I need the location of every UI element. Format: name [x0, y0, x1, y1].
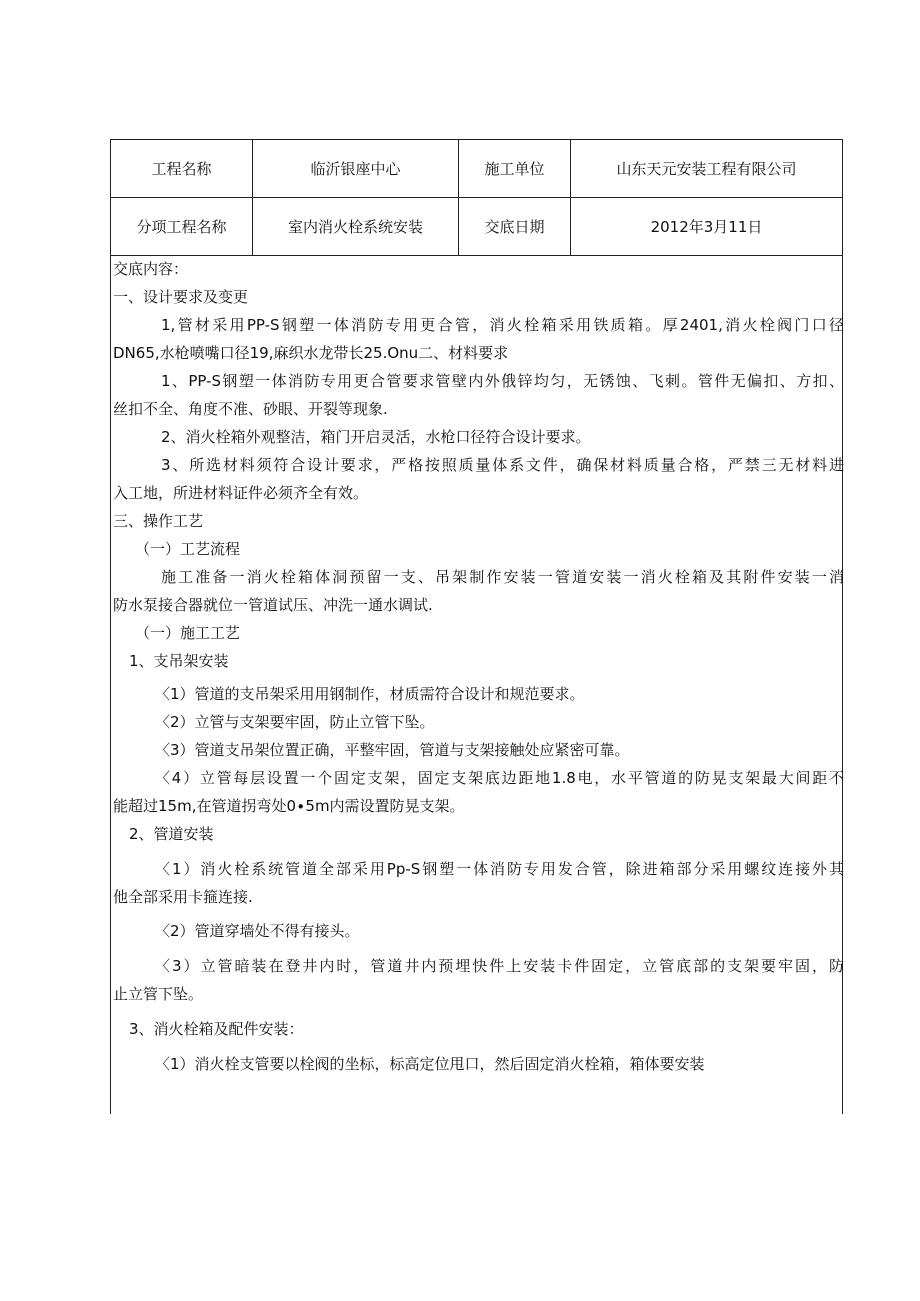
- project-name-value: 临沂银座中心: [253, 140, 459, 198]
- project-name-label: 工程名称: [111, 140, 253, 198]
- paragraph-line: 〈4）立管每层设置一个固定支架，固定支架底边距地1.8电，水平管道的防晃支架最大间距不: [155, 769, 844, 787]
- item-heading: 1、支吊架安装: [129, 652, 229, 670]
- disclosure-date-value: 2012年3月11日: [571, 198, 843, 256]
- item-heading: 2、管道安装: [129, 825, 214, 843]
- paragraph-line: 止立管下坠。: [113, 985, 204, 1003]
- paragraph-line: 防水泵接合器就位一管道试压、冲洗一通水调试.: [113, 596, 433, 614]
- paragraph-line: 〈1）消火栓支管要以栓阀的坐标，标高定位甩口，然后固定消火栓箱，箱体要安装: [155, 1055, 705, 1073]
- paragraph-line: 〈2）管道穿墙处不得有接头。: [155, 922, 360, 940]
- paragraph-line: DN65,水枪喷嘴口径19,麻织水龙带长25.Onu二、材料要求: [113, 344, 509, 362]
- paragraph-line: 1,管材采用PP-S钢塑一体消防专用更合管，消火栓箱采用铁质箱。厚2401,消火栓阀门口径: [161, 316, 844, 334]
- disclosure-date-label: 交底日期: [459, 198, 571, 256]
- paragraph-line: 2、消火栓箱外观整洁，箱门开启灵活，水枪口径符合设计要求。: [161, 428, 591, 446]
- section-heading: 一、设计要求及变更: [113, 288, 249, 306]
- paragraph-line: 〈1）管道的支吊架采用用钢制作，材质需符合设计和规范要求。: [155, 685, 585, 703]
- subproject-name-value: 室内消火栓系统安装: [253, 198, 459, 256]
- project-info-row: [111, 140, 842, 198]
- construction-unit-value: 山东天元安装工程有限公司: [571, 140, 843, 198]
- paragraph-line: 3、所选材料须符合设计要求，严格按照质量体系文件，确保材料质量合格，严禁三无材料进: [161, 456, 844, 474]
- subsection-heading: （一）工艺流程: [135, 540, 241, 558]
- paragraph-line: 〈2）立管与支架要牢固，防止立管下坠。: [155, 713, 435, 731]
- subsection-heading: （一）施工工艺: [135, 624, 241, 642]
- subproject-name-label: 分项工程名称: [111, 198, 253, 256]
- subproject-info-row: [111, 198, 842, 256]
- section-heading: 三、操作工艺: [113, 512, 204, 530]
- paragraph-line: 施工准备一消火栓箱体洞预留一支、吊架制作安装一管道安装一消火栓箱及其附件安装一消: [161, 568, 844, 586]
- paragraph-line: 〈3）管道支吊架位置正确，平整牢固，管道与支架接触处应紧密可靠。: [155, 741, 630, 759]
- item-heading: 3、消火栓箱及配件安装：: [129, 1020, 304, 1038]
- paragraph-line: 他全部采用卡箍连接.: [113, 888, 253, 906]
- disclosure-sheet: [110, 139, 843, 1114]
- construction-unit-label: 施工单位: [459, 140, 571, 198]
- paragraph-line: 1、PP-S钢塑一体消防专用更合管要求管壁内外俄锌均匀，无锈蚀、飞刺。管件无偏扣、方扣、: [161, 372, 844, 390]
- project-info-table: [111, 140, 842, 256]
- paragraph-line: 〈3）立管暗装在登井内时，管道井内预埋快件上安装卡件固定，立管底部的支架要牢固，防: [155, 957, 844, 975]
- paragraph-line: 丝扣不全、角度不准、砂眼、开裂等现象.: [113, 400, 388, 418]
- paragraph-line: 能超过15m,在管道拐弯处0∙5m内需设置防晃支架。: [113, 797, 465, 815]
- paragraph-line: 入工地，所进材料证件必须齐全有效。: [113, 484, 369, 502]
- content-heading: 交底内容：: [113, 260, 189, 278]
- paragraph-line: 〈1）消火栓系统管道全部采用Pp-S钢塑一体消防专用发合管，除进箱部分采用螺纹连接外其: [155, 860, 844, 878]
